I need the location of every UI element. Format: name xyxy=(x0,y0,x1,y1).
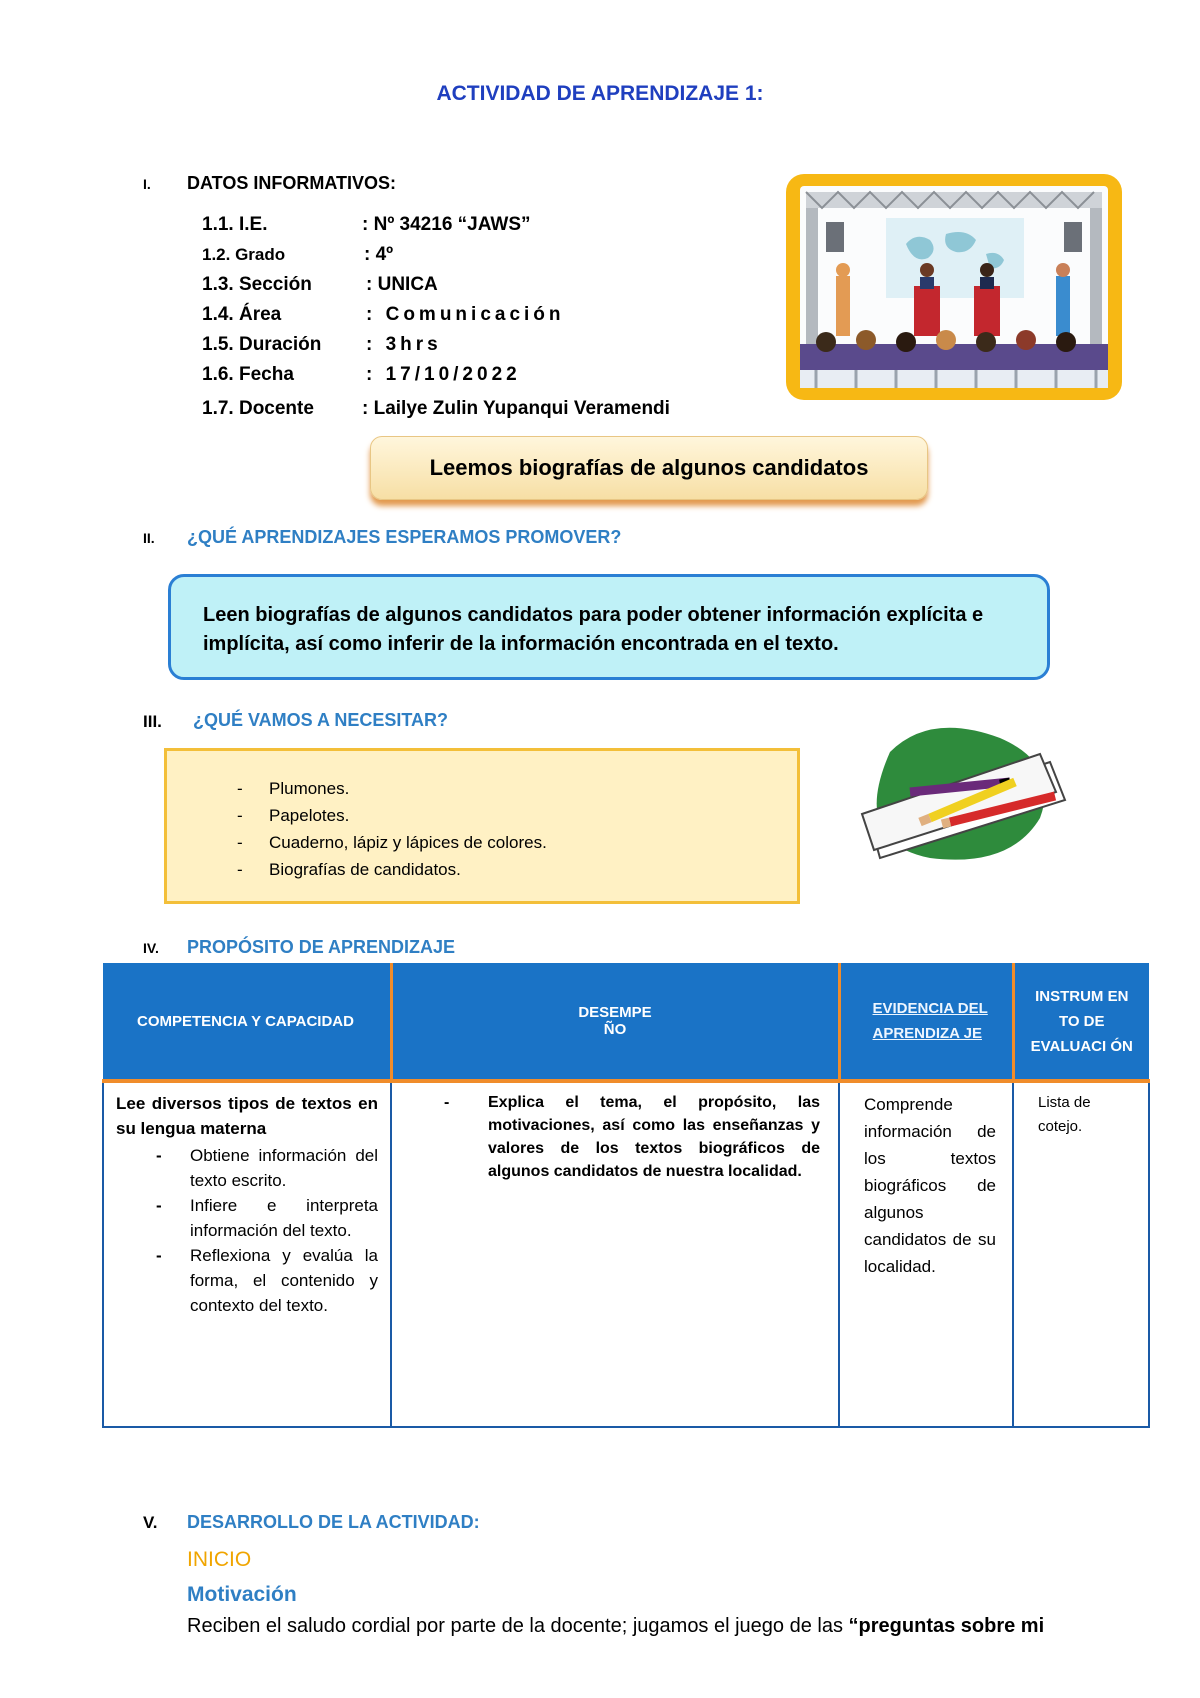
capacidad-text: Infiere e interpreta información del texto. xyxy=(190,1196,378,1240)
list-item: - Plumones. xyxy=(237,779,797,806)
learning-expectation-box: Leen biografías de algunos candidatos para poder obtener información explícita e implícita, así como inferir de la información encontrada en el texto. xyxy=(168,574,1050,680)
info-value: : Comunicación xyxy=(366,304,565,325)
section-2-heading xyxy=(143,527,622,548)
info-value: : 17/10/2022 xyxy=(366,364,521,385)
pencils-clipart xyxy=(850,722,1068,870)
capacidad-text: Reflexiona y evalúa la forma, el contenido y contexto del texto. xyxy=(190,1246,378,1315)
table-header-row xyxy=(103,963,1149,1081)
info-key: 1.3. Sección xyxy=(202,274,312,295)
instrumento-text: Lista de cotejo. xyxy=(1038,1094,1091,1135)
info-value: : UNICA xyxy=(366,274,438,295)
section-5-title: DESARROLLO DE LA ACTIVIDAD: xyxy=(187,1512,480,1532)
section-5-heading xyxy=(143,1512,480,1533)
debate-illustration xyxy=(786,174,1122,400)
section-4-title: PROPÓSITO DE APRENDIZAJE xyxy=(187,937,456,957)
development-paragraph xyxy=(187,1615,1044,1638)
info-key: 1.6. Fecha xyxy=(202,364,294,385)
section-2-title: ¿QUÉ APRENDIZAJES ESPERAMOS PROMOVER? xyxy=(187,527,622,547)
section-2-number: II. xyxy=(143,530,155,546)
list-item: - Reflexiona y evalúa la forma, el contenido y contexto del texto. xyxy=(156,1246,378,1315)
session-title-banner: Leemos biografías de algunos candidatos xyxy=(370,436,928,500)
materials-list xyxy=(237,779,797,887)
desempeno-text: Explica el tema, el propósito, las motivaciones, así como las enseñanzas y valores de los textos biográficos de algunos candidatos de nuestra localidad. xyxy=(488,1094,820,1180)
info-value: : 4º xyxy=(364,244,394,265)
list-item: - Infiere e interpreta información del texto. xyxy=(156,1196,378,1240)
header-desempeno-label: DESEMPE ÑO xyxy=(578,1004,652,1038)
dash-marker: - xyxy=(444,1094,450,1111)
list-item: - Obtiene información del texto escrito. xyxy=(156,1146,378,1190)
info-key: 1.7. Docente xyxy=(202,398,314,419)
cell-competencia xyxy=(103,1081,391,1427)
section-3-number: III. xyxy=(143,712,162,731)
section-3-heading xyxy=(143,710,449,732)
inicio-heading: INICIO xyxy=(187,1548,252,1571)
section-1-heading xyxy=(143,173,396,194)
table-row xyxy=(103,1081,1149,1427)
purpose-table xyxy=(102,963,1150,1428)
competencia-text: Lee diversos tipos de textos en su lengua materna xyxy=(116,1094,378,1138)
development-text-bold: “preguntas sobre mi xyxy=(848,1615,1045,1637)
header-instrumento: INSTRUM EN TO DE EVALUACI ÓN xyxy=(1013,963,1149,1081)
materials-box xyxy=(164,748,800,904)
section-1-number: I. xyxy=(143,176,151,192)
info-key: 1.5. Duración xyxy=(202,334,322,355)
list-item: - Cuaderno, lápiz y lápices de colores. xyxy=(237,833,797,860)
info-value: : Lailye Zulin Yupanqui Veramendi xyxy=(362,398,670,419)
header-evidencia: EVIDENCIA DEL APRENDIZA JE xyxy=(839,963,1013,1081)
header-competencia: COMPETENCIA Y CAPACIDAD xyxy=(103,963,391,1081)
info-key: 1.4. Área xyxy=(202,304,282,325)
info-value: : Nº 34216 “JAWS” xyxy=(362,214,531,235)
development-text: Reciben el saludo cordial por parte de la docente; jugamos el juego de las xyxy=(187,1615,849,1637)
motivacion-heading: Motivación xyxy=(187,1583,297,1606)
section-4-number: IV. xyxy=(143,940,159,956)
section-5-number: V. xyxy=(143,1513,158,1532)
capacidad-text: Obtiene información del texto escrito. xyxy=(190,1146,378,1190)
section-1-title: DATOS INFORMATIVOS: xyxy=(187,173,396,193)
cell-desempeno xyxy=(391,1081,839,1427)
cell-instrumento xyxy=(1013,1081,1149,1427)
evidencia-text: Comprende información de los textos biográficos de algunos candidatos de su localidad. xyxy=(864,1095,996,1276)
capacidades-list xyxy=(116,1143,378,1318)
info-key: 1.1. I.E. xyxy=(202,214,268,235)
list-item: - Biografías de candidatos. xyxy=(237,860,797,887)
cell-evidencia xyxy=(839,1081,1013,1427)
section-3-title: ¿QUÉ VAMOS A NECESITAR? xyxy=(193,710,449,730)
section-4-heading xyxy=(143,937,456,958)
info-value: : 3hrs xyxy=(366,334,442,355)
page-title: ACTIVIDAD DE APRENDIZAJE 1: xyxy=(436,82,764,105)
header-desempeno xyxy=(391,963,839,1081)
info-key: 1.2. Grado xyxy=(202,245,286,264)
list-item: - Papelotes. xyxy=(237,806,797,833)
